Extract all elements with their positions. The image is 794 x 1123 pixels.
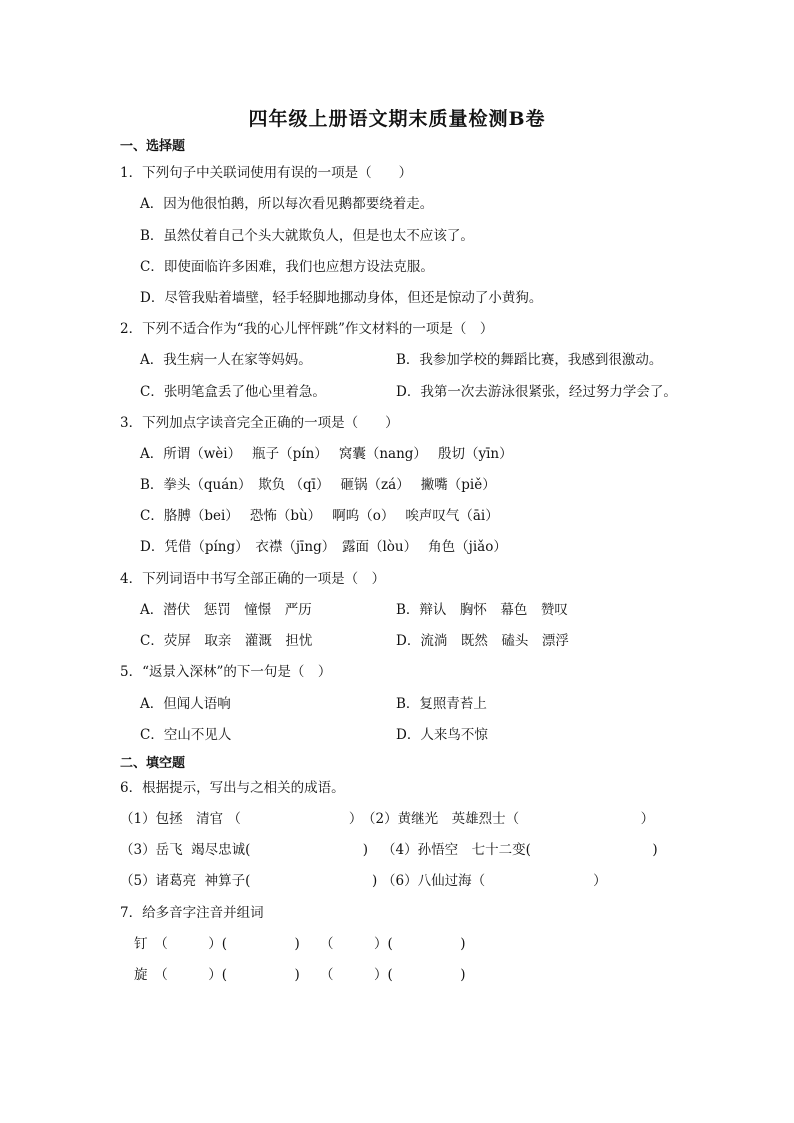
question-4-stem: 4．下列词语中书写全部正确的一项是（ ） xyxy=(120,571,386,587)
question-7-row-ding: 钉 （ ）( ) （ ）( ) xyxy=(134,936,466,952)
question-2-option-d: D．我第一次去游泳很紧张，经过努力学会了。 xyxy=(396,384,677,400)
question-6-stem: 6．根据提示，写出与之相关的成语。 xyxy=(120,780,345,796)
question-3-option-b: B．拳头（quán） 欺负 （qī） 砸锅（zá） 撇嘴（piě） xyxy=(140,477,496,493)
question-6-item-5: （5）诸葛亮 神算子( ) xyxy=(120,873,378,889)
question-1-option-c: C．即使面临许多困难，我们也应想方设法克服。 xyxy=(140,259,434,275)
question-4-option-d: D．流淌 既然 磕头 漂浮 xyxy=(396,633,569,649)
question-2-option-c: C．张明笔盒丢了他心里着急。 xyxy=(140,384,326,400)
question-7-row-xuan: 旋 （ ）( ) （ ）( ) xyxy=(134,967,466,983)
question-1-stem: 1．下列句子中关联词使用有误的一项是（ ） xyxy=(120,165,413,181)
question-5-option-b: B．复照青苔上 xyxy=(396,696,487,712)
question-6-item-3: （3）岳飞 竭尽忠诚( ) xyxy=(120,842,368,858)
question-5-option-c: C．空山不见人 xyxy=(140,727,232,743)
page-title: 四年级上册语文期末质量检测B卷 xyxy=(248,108,546,130)
question-3-stem: 3．下列加点字读音完全正确的一项是（ ） xyxy=(120,415,399,431)
question-6-item-6: （6）八仙过海（ ） xyxy=(382,873,607,889)
question-1-option-a: A．因为他很怕鹅，所以每次看见鹅都要绕着走。 xyxy=(140,196,434,212)
question-4-option-a: A．潜伏 惩罚 憧憬 严历 xyxy=(140,602,312,618)
question-1-option-b: B．虽然仗着自己个头大就欺负人，但是也太不应该了。 xyxy=(140,228,474,244)
question-3-option-c: C．胳膊（bei） 恐怖（bù） 啊呜（o） 唉声叹气（āi） xyxy=(140,508,499,524)
question-2-stem: 2．下列不适合作为“我的心儿怦怦跳”作文材料的一项是（ ） xyxy=(120,321,494,337)
question-5-stem: 5．“返景入深林”的下一句是（ ） xyxy=(120,664,332,680)
question-6-item-2: （2）黄继光 英雄烈士（ ） xyxy=(362,811,655,827)
question-2-option-a: A．我生病一人在家等妈妈。 xyxy=(140,352,312,368)
question-4-option-c: C．荧屏 取亲 灌溉 担忧 xyxy=(140,633,313,649)
question-4-option-b: B．辩认 胸怀 幕色 赞叹 xyxy=(396,602,568,618)
section-heading-choice: 一、选择题 xyxy=(120,139,186,154)
question-6-item-4: （4）孙悟空 七十二变( ) xyxy=(382,842,658,858)
question-6-item-1: （1）包拯 清官 （ ） xyxy=(120,811,363,827)
question-5-option-d: D．人来鸟不惊 xyxy=(396,727,488,743)
question-3-option-a: A．所谓（wèi） 瓶子（pín） 窝囊（nang） 殷切（yīn） xyxy=(140,446,513,462)
question-3-option-d: D．凭借（píng） 衣襟（jīng） 露面（lòu） 角色（jiǎo） xyxy=(140,539,507,555)
section-heading-fill: 二、填空题 xyxy=(120,756,186,771)
question-2-option-b: B．我参加学校的舞蹈比赛，我感到很激动。 xyxy=(396,352,663,368)
question-1-option-d: D．尽管我贴着墙壁，轻手轻脚地挪动身体，但还是惊动了小黄狗。 xyxy=(140,290,543,306)
question-7-stem: 7．给多音字注音并组词 xyxy=(120,905,264,921)
question-5-option-a: A．但闻人语响 xyxy=(140,696,231,712)
